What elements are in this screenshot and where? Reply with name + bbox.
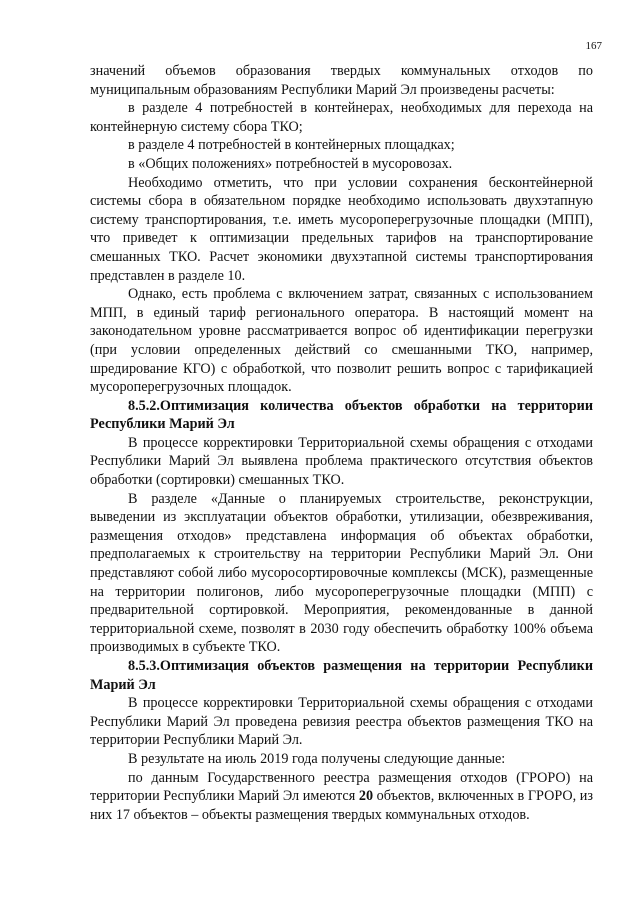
list-item-container-sites: в разделе 4 потребностей в контейнерных площадках; (128, 137, 455, 154)
paragraph-two-stage-transport: Необходимо отметить, что при условии сохранения бесконтейнерной системы сбора в обязательном порядке необходимо использовать двухэтапную систему транспортирования, т.е. иметь мусороперегрузочные площадки (МПП), что приведет к оптимизации предельных тарифов на транспортирование смешанных ТКО. Расчет экономики двухэтапной системы транспортирования представлен в разделе 10. (90, 174, 593, 284)
page-number: 167 (585, 40, 602, 52)
groro-object-count: 20 (358, 788, 374, 805)
paragraph-processing-problem: В процессе корректировки Территориальной схемы обращения с отходами Республики Марий Эл выявлена проблема практического отсутствия объектов обработки (сортировки) смешанных ТКО. (90, 434, 593, 489)
groro-text-end: объектов, включенных в ГРОРО, из них 17 объектов – объекты размещения твердых коммунальных отходов. (90, 788, 593, 823)
groro-text-start: по данным Государственного реестра размещения отходов (ГРОРО) на территории Республики Марий Эл имеются (90, 769, 593, 805)
paragraph-calculations-intro: значений объемов образования твердых коммунальных отходов по муниципальным образованиям Республики Марий Эл произведены расчеты: (90, 63, 593, 98)
section-heading-8-5-2: 8.5.2.Оптимизация количества объектов обработки на территории Республики Марий Эл (90, 397, 593, 433)
paragraph-planned-facilities: В разделе «Данные о планируемых строительстве, реконструкции, выведении из эксплуатации объектов обработки, утилизации, обезвреживания, размещения отходов» представлена информация об объектах обработки, предполагаемых к строительству на территории Республики Марий Эл. Они представляют собой либо мусоросортировочные комплексы (МСК), размещенные на территории полигонов, либо мусороперегрузочные площадки (МПП) с предварительной сортировкой. Мероприятия, рекомендованные в данной территориальной схеме, позволят в 2030 году обеспечить обработку 100% объема производимых в субъекте ТКО. (90, 490, 593, 656)
section-heading-8-5-3: 8.5.3.Оптимизация объектов размещения на территории Республики Марий Эл (90, 658, 593, 693)
paragraph-registry-revision: В процессе корректировки Территориальной схемы обращения с отходами Республики Марий Эл проведена ревизия реестра объектов размещения ТКО на территории Республики Марий Эл. (90, 695, 593, 749)
paragraph-groro-data (90, 769, 593, 825)
document-body (90, 62, 593, 824)
list-item-containers: в разделе 4 потребностей в контейнерах, необходимых для перехода на контейнерную систему сбора ТКО; (90, 100, 593, 135)
paragraph-results-july-2019: В результате на июль 2019 года получены следующие данные: (128, 750, 506, 767)
list-item-garbage-trucks: в «Общих положениях» потребностей в мусоровозах. (128, 155, 453, 172)
paragraph-tariff-problem: Однако, есть проблема с включением затрат, связанных с использованием МПП, в единый тариф регионального оператора. В настоящий момент на законодательном уровне рассматривается вопрос об идентификации перегрузки (при условии определенных действий со смешанными ТКО, например, шредирование КГО) с обработкой, что позволит решить вопрос с тарификацией мусороперегрузочных площадок. (90, 286, 593, 396)
